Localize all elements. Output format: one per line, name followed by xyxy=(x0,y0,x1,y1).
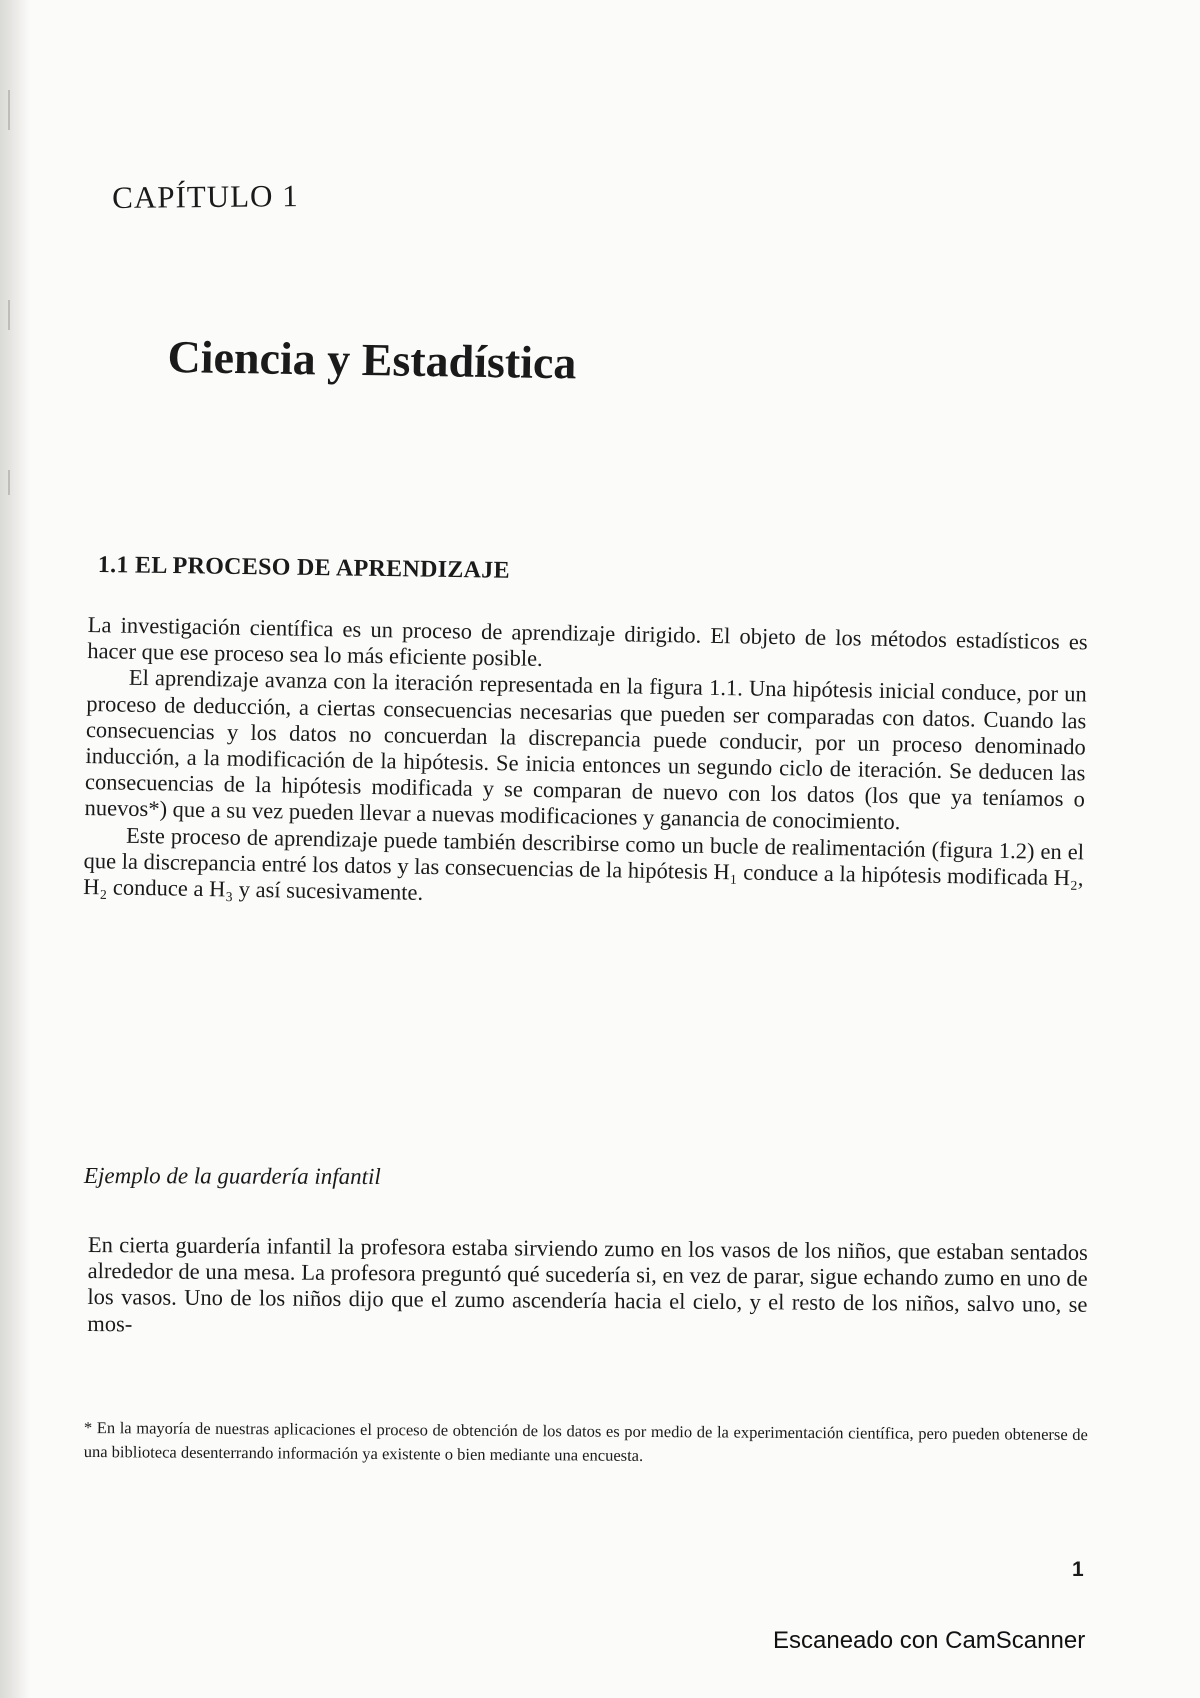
scanner-watermark: Escaneado con CamScanner xyxy=(773,1627,1086,1654)
example-body xyxy=(87,1232,1088,1345)
paragraph: La investigación científica es un proceso de aprendizaje dirigido. El objeto de los métodos estadísticos es hacer que ese proceso sea lo más eficiente posible. xyxy=(87,612,1088,672)
page-number: 1 xyxy=(1072,1558,1084,1581)
spine-mark xyxy=(8,300,10,330)
paragraph: Este proceso de aprendizaje puede también describirse como un bucle de realimentación (figura 1.2) en el que la discrepancia entré los datos y las consecuencias de la hipótesis H₁ conduce a la hipótesis modificada H₂, H₂ conduce a H₃ y así sucesivamente. xyxy=(82,822,1085,905)
chapter-label: CAPÍTULO 1 xyxy=(112,178,299,215)
paragraph: El aprendizaje avanza con la iteración representada en la figura 1.1. Una hipótesis inicial conduce, por un proceso de deducción, a ciertas consecuencias necesarias que pueden ser comparadas con datos. Cuando las consecuencias y los datos no concuerdan la discrepancia puede conducir, por un proceso denominado inducción, a la modificación de la hipótesis. Se inicia entonces un segundo ciclo de iteración. Se deducen las consecuencias de la hipótesis modificada y se comparan de nuevo con los datos (los que ya teníamos o nuevos*) que a su vez pueden llevar a nuevas modificaciones y ganancia de conocimiento. xyxy=(84,665,1087,835)
footnote-text: * En la mayoría de nuestras aplicaciones el proceso de obtención de los datos es por medio de la experimentación científica, pero pueden obtenerse de una biblioteca desenterrando información ya existente o bien mediante una encuesta. xyxy=(83,1418,1088,1465)
book-spine-shadow xyxy=(0,0,30,1698)
footnote xyxy=(84,1416,1088,1471)
paragraph: En cierta guardería infantil la profesora estaba sirviendo zumo en los vasos de los niños, que estaban sentados alrededor de una mesa. La profesora preguntó qué sucedería si, en vez de parar, sigue echando zumo en uno de los vasos. Uno de los niños dijo que el zumo ascendería hacia el cielo, y el resto de los niños, salvo uno, se mos- xyxy=(87,1232,1088,1336)
section-heading: 1.1 EL PROCESO DE APRENDIZAJE xyxy=(97,552,511,584)
example-heading: Ejemplo de la guardería infantil xyxy=(83,1163,381,1190)
chapter-title: Ciencia y Estadística xyxy=(167,330,577,389)
section-body xyxy=(83,612,1088,918)
spine-mark xyxy=(8,90,10,130)
spine-mark xyxy=(8,470,10,495)
